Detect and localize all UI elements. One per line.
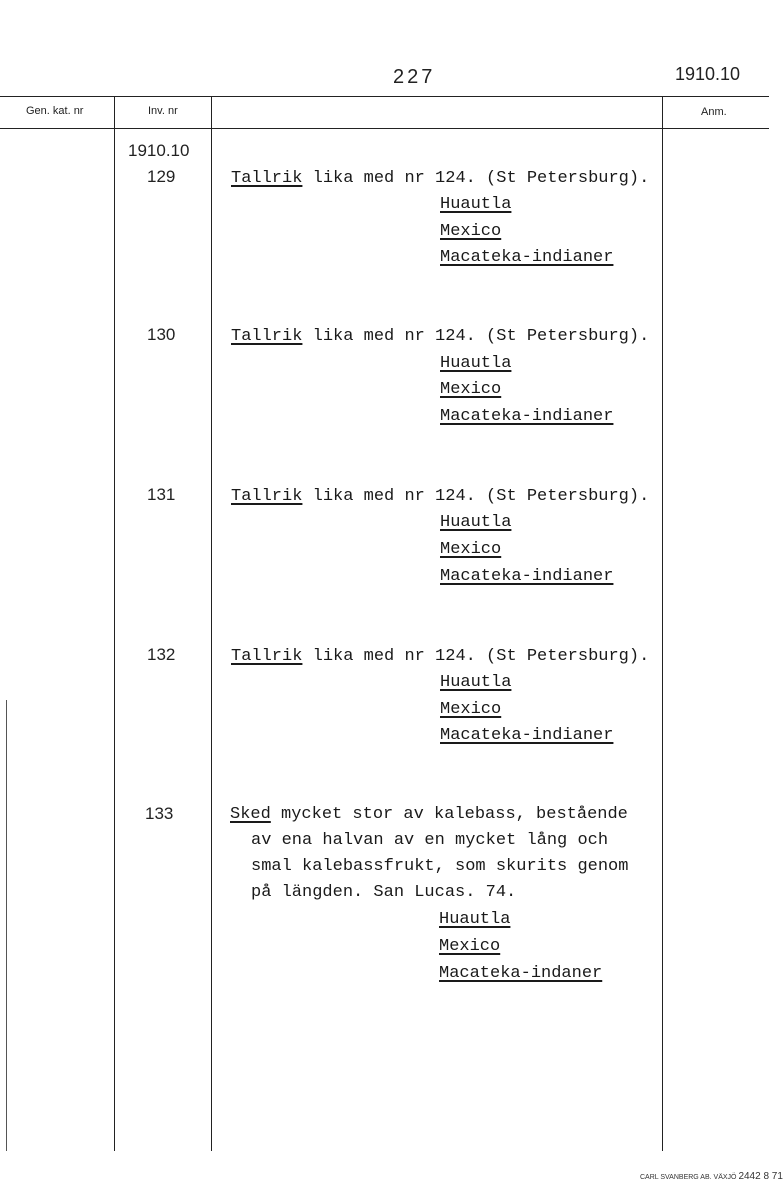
place-line: Mexico [440, 700, 502, 719]
object-description [231, 484, 649, 510]
description-line: av ena halvan av en mycket lång och [251, 831, 609, 850]
place-line: Mexico [440, 380, 502, 399]
object-description [230, 802, 628, 828]
object-description [231, 324, 649, 350]
page-number: 227 [393, 66, 436, 88]
header-bottom-rule [0, 128, 769, 129]
description-line: lika med nr 124. (St Petersburg). [312, 327, 650, 346]
place-line: Mexico [439, 937, 501, 956]
form-code: 2442 8 71 [738, 1171, 783, 1182]
place-line: Macateka-indianer [440, 567, 614, 586]
place-line: Huautla [440, 195, 512, 214]
register-date: 1910.10 [128, 141, 190, 160]
printer-name: CARL SVANBERG AB. VÄXJÖ [640, 1174, 737, 1181]
description-line: smal kalebassfrukt, som skurits genom [251, 857, 629, 876]
description-line: på längden. San Lucas. 74. [251, 883, 517, 902]
margin-rule [6, 700, 7, 1151]
description-line: mycket stor av kalebass, bestående [281, 805, 628, 824]
object-description [231, 644, 649, 670]
printer-imprint [640, 1171, 783, 1182]
description-line: lika med nr 124. (St Petersburg). [312, 647, 650, 666]
page-date: 1910.10 [675, 64, 741, 84]
header-top-rule [0, 96, 769, 97]
column-rule-anm-left [662, 97, 663, 1151]
column-rule-inv-right [211, 97, 212, 1151]
column-header-inv: Inv. nr [148, 105, 178, 117]
column-header-anm: Anm. [701, 106, 727, 118]
place-line: Macateka-indianer [440, 726, 614, 745]
column-header-gen-kat: Gen. kat. nr [26, 105, 84, 117]
object-name: Tallrik [231, 169, 303, 188]
place-line: Macateka-indianer [440, 248, 614, 267]
place-line: Huautla [440, 354, 512, 373]
column-rule-inv-left [114, 97, 115, 1151]
place-line: Macateka-indianer [440, 407, 614, 426]
place-line: Huautla [440, 513, 512, 532]
object-name: Tallrik [231, 487, 303, 506]
place-line: Mexico [440, 540, 502, 559]
description-line: lika med nr 124. (St Petersburg). [312, 169, 650, 188]
place-line: Mexico [440, 222, 502, 241]
object-description [231, 166, 649, 192]
object-name: Sked [230, 805, 271, 824]
place-line: Huautla [440, 673, 512, 692]
inventory-number: 132 [147, 645, 176, 664]
place-line: Huautla [439, 910, 511, 929]
inventory-number: 129 [147, 167, 176, 186]
place-line: Macateka-indaner [439, 964, 603, 983]
inventory-number: 131 [147, 485, 176, 504]
inventory-number: 130 [147, 325, 176, 344]
description-line: lika med nr 124. (St Petersburg). [312, 487, 650, 506]
object-name: Tallrik [231, 327, 303, 346]
object-name: Tallrik [231, 647, 303, 666]
inventory-number: 133 [145, 804, 174, 823]
